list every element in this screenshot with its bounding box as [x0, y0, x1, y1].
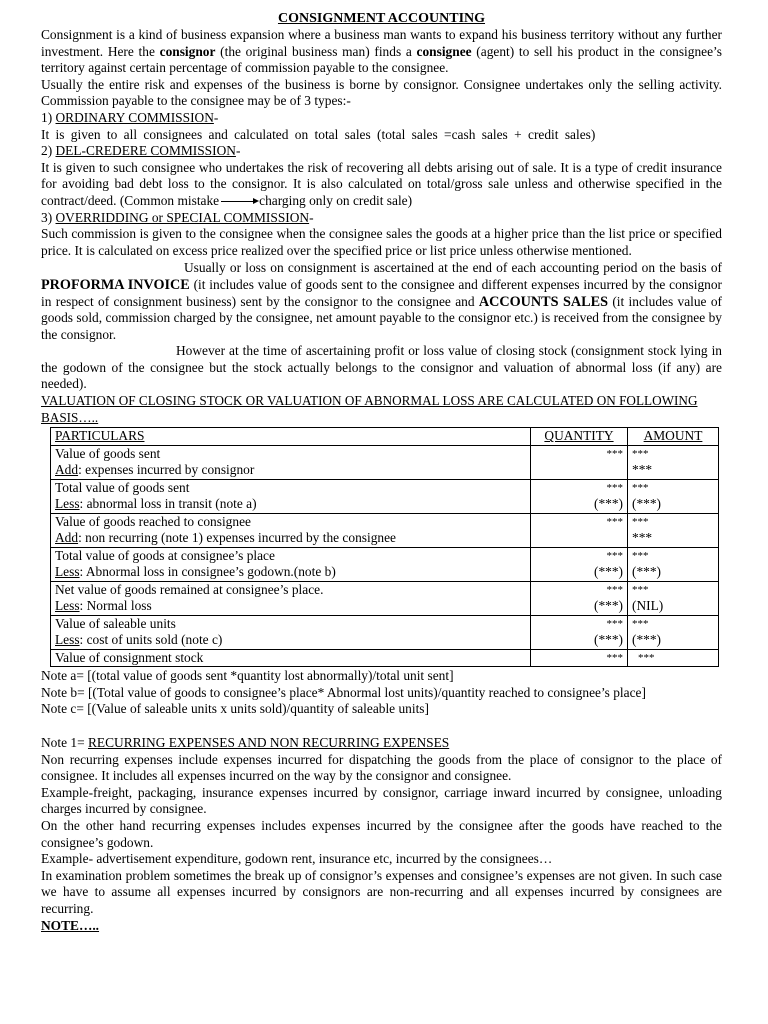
particulars-cell	[51, 615, 531, 649]
quantity-cell	[531, 581, 628, 615]
commission-ordinary	[41, 110, 722, 143]
particulars-cell	[51, 547, 531, 581]
risk-paragraph: Usually the entire risk and expenses of the business is borne by consignor. Consignee undertakes only the selling activity. Commission payable to the consignee may be of 3 types:-	[41, 76, 722, 109]
particulars-line: Value of goods reached to consignee	[55, 513, 251, 529]
commission-del-credere	[41, 143, 722, 209]
particulars-cell	[51, 581, 531, 615]
adjustment-label: Add	[55, 462, 79, 478]
amount-cell: ***	[628, 649, 719, 667]
quantity-cell	[531, 615, 628, 649]
adjustment-text: : expenses incurred by consignor	[78, 462, 255, 478]
final-note: NOTE…..	[41, 917, 100, 933]
amount-value: ***	[632, 617, 649, 630]
particulars-line	[55, 598, 526, 615]
particulars-line: Value of saleable units	[55, 615, 176, 631]
quantity-cell	[531, 445, 628, 479]
table-row	[51, 547, 719, 581]
commission-text: It is given to such consignee who undertakes the risk of recovering all debts arising out of sale. It is a type of credit insurance for avoiding bad debt loss to the consignor. It is also calculated on total/gross sale unless and otherwise specified in the contract/deed. (Common mistake	[41, 159, 722, 208]
amount-value: ***	[632, 481, 649, 494]
amount-cell	[628, 547, 719, 581]
amount-value: (***)	[632, 496, 662, 512]
commission-suffix: -	[213, 109, 219, 125]
notes-block	[41, 668, 722, 718]
quantity-cell	[531, 513, 628, 547]
adjustment-text: : cost of units sold (note c)	[79, 632, 223, 648]
commission-text-block	[41, 160, 722, 210]
note-a: Note a= [(total value of goods sent *quantity lost abnormally)/total unit sent]	[41, 668, 454, 684]
particulars-line	[55, 530, 526, 547]
intro-paragraph	[41, 27, 722, 77]
adjustment-text: : non recurring (note 1) expenses incurred by the consignee	[78, 530, 396, 546]
adjustment-label: Add	[55, 530, 79, 546]
quantity-cell	[531, 547, 628, 581]
proforma-text-3: (it includes value of goods sold, commission charged by the consignee, net amount payable to the consignor etc.) is received from the consignee by the consignor.	[41, 293, 722, 342]
amount-value: ***	[632, 515, 649, 528]
intro-text-2: (the original business man) finds a	[215, 43, 417, 59]
particulars-line: Net value of goods remained at consignee’s place.	[55, 581, 324, 597]
table-header-row	[51, 428, 719, 446]
table-row	[51, 581, 719, 615]
particulars-cell	[51, 445, 531, 479]
quantity-value: (***)	[593, 496, 623, 512]
particulars-line: Value of goods sent	[55, 445, 161, 461]
quantity-value: ***	[606, 583, 623, 596]
quantity-value: ***	[606, 447, 623, 460]
note1-paragraph-5: In examination problem sometimes the break up of consignor’s expenses and consignee’s expenses are not given. In such case we have to assume all expenses incurred by consignors are non-recurring and all expenses incurred by consignees are recurring.	[41, 867, 722, 916]
note-c: Note c= [(Value of saleable units x units sold)/quantity of saleable units]	[41, 701, 429, 717]
amount-value: ***	[632, 447, 649, 460]
commission-suffix: -	[235, 143, 241, 159]
amount-value: ***	[632, 530, 653, 546]
adjustment-label: Less	[55, 598, 80, 614]
closing-stock-paragraph: However at the time of ascertaining profit or loss value of closing stock (consignment stock lying in the godown of the consignee but the stock actually belongs to the consignor and valuation of abnormal loss (if any) are needed).	[41, 343, 722, 392]
table-row	[51, 445, 719, 479]
commission-suffix: -	[309, 209, 314, 225]
amount-value: ***	[632, 549, 649, 562]
particulars-line: Total value of goods sent	[55, 479, 190, 495]
quantity-value: (***)	[593, 632, 623, 648]
amount-cell	[628, 581, 719, 615]
adjustment-label: Less	[55, 496, 80, 512]
amount-cell	[628, 615, 719, 649]
proforma-invoice-term: PROFORMA INVOICE	[41, 276, 190, 293]
table-row	[51, 615, 719, 649]
accounts-sales-term: ACCOUNTS SALES	[478, 293, 608, 310]
adjustment-text: : Normal loss	[79, 598, 152, 614]
particulars-cell: Value of consignment stock	[51, 649, 531, 667]
proforma-paragraph	[41, 260, 722, 343]
adjustment-label: Less	[55, 564, 80, 580]
note1-paragraph-2: Example-freight, packaging, insurance expenses incurred by consignor, carriage inward incurred by consignee, unloading charges incurred by consignee.	[41, 784, 722, 817]
particulars-line	[55, 496, 526, 513]
quantity-cell	[531, 479, 628, 513]
right-arrow-icon	[221, 201, 257, 202]
amount-cell	[628, 479, 719, 513]
quantity-value: ***	[606, 515, 623, 528]
adjustment-label: Less	[55, 632, 80, 648]
table-row-final	[51, 649, 719, 667]
particulars-line: Total value of goods at consignee’s place	[55, 547, 275, 563]
commission-overriding	[41, 210, 722, 260]
particulars-cell	[51, 479, 531, 513]
table-row	[51, 479, 719, 513]
note1-paragraph-3: On the other hand recurring expenses includes expenses incurred by the consignee after the goods have reached to the consignee’s godown.	[41, 818, 722, 850]
note1-section	[41, 735, 722, 934]
adjustment-text: : Abnormal loss in consignee’s godown.(note b)	[79, 564, 336, 580]
note-b: Note b= [(Total value of goods to consignee’s place* Abnormal lost units)/quantity reached to consignee’s place]	[41, 684, 646, 700]
table-row	[51, 513, 719, 547]
commission-number: 1)	[41, 109, 56, 125]
note1-paragraph-4: Example- advertisement expenditure, godown rent, insurance etc, incurred by the consignees…	[41, 851, 553, 867]
header-quantity: QUANTITY	[531, 428, 628, 446]
amount-value: (***)	[632, 632, 662, 648]
header-particulars: PARTICULARS	[51, 428, 531, 446]
quantity-value	[535, 530, 623, 547]
quantity-value: ***	[606, 549, 623, 562]
document-page	[41, 10, 722, 934]
commission-heading: ORDINARY COMMISSION	[55, 109, 214, 125]
consignee-term: consignee	[416, 43, 472, 59]
particulars-line	[55, 632, 526, 649]
amount-value: (***)	[632, 564, 662, 580]
commission-text: It is given to all consignees and calculated on total sales (total sales =cash sales + credit sales)	[41, 126, 596, 142]
quantity-value	[535, 462, 623, 479]
quantity-value: (***)	[593, 598, 623, 614]
note1-prefix: Note 1=	[41, 735, 88, 751]
note1-paragraph-1: Non recurring expenses include expenses incurred for dispatching the goods from the place of consignor to the place of consignee. It includes all expenses incurred on the way by the consignor and consignee.	[41, 751, 722, 784]
intro-text-3: (agent) to sell his product in the consignee’s territory against certain percentage of commission payable to the consignee.	[41, 43, 722, 76]
commission-heading: OVERRIDDING or SPECIAL COMMISSION	[55, 209, 310, 225]
commission-number: 3)	[41, 209, 56, 225]
valuation-heading: VALUATION OF CLOSING STOCK OR VALUATION OF ABNORMAL LOSS ARE CALCULATED ON FOLLOWING BASIS…..	[41, 393, 698, 425]
valuation-table	[50, 427, 719, 667]
intro-text-1: Consignment is a kind of business expansion where a business man wants to expand his business territory without any further investment. Here the	[41, 27, 722, 59]
quantity-value: ***	[606, 481, 623, 494]
proforma-text-1: Usually or loss on consignment is ascertained at the end of each accounting period on the basis of	[184, 260, 722, 276]
adjustment-text: : abnormal loss in transit (note a)	[79, 496, 257, 512]
amount-cell	[628, 445, 719, 479]
quantity-value: ***	[606, 617, 623, 630]
page-title: CONSIGNMENT ACCOUNTING	[277, 11, 486, 26]
consignor-term: consignor	[159, 43, 216, 59]
particulars-cell	[51, 513, 531, 547]
amount-value: ***	[632, 462, 653, 478]
amount-value: (NIL)	[632, 598, 664, 614]
quantity-cell: ***	[531, 649, 628, 667]
particulars-line	[55, 564, 526, 581]
particulars-line	[55, 462, 526, 479]
quantity-value: (***)	[593, 564, 623, 580]
note1-heading: RECURRING EXPENSES AND NON RECURRING EXPENSES	[87, 735, 450, 751]
amount-cell	[628, 513, 719, 547]
header-amount: AMOUNT	[628, 428, 719, 446]
proforma-text-2: (it includes value of goods sent to the consignee and different expenses incurred by the consignor in respect of consignment business) sent by the consignor to the consignee and	[41, 276, 722, 309]
amount-value: ***	[632, 583, 649, 596]
commission-heading: DEL-CREDERE COMMISSION	[55, 143, 236, 159]
commission-text-after: charging only on credit sale)	[259, 192, 413, 208]
commission-number: 2)	[41, 143, 56, 159]
commission-text: Such commission is given to the consignee when the consignee sales the goods at a higher price than the list price or specified price. It is calculated on excess price realized over the specified price or list price unless otherwise mentioned.	[41, 226, 722, 258]
